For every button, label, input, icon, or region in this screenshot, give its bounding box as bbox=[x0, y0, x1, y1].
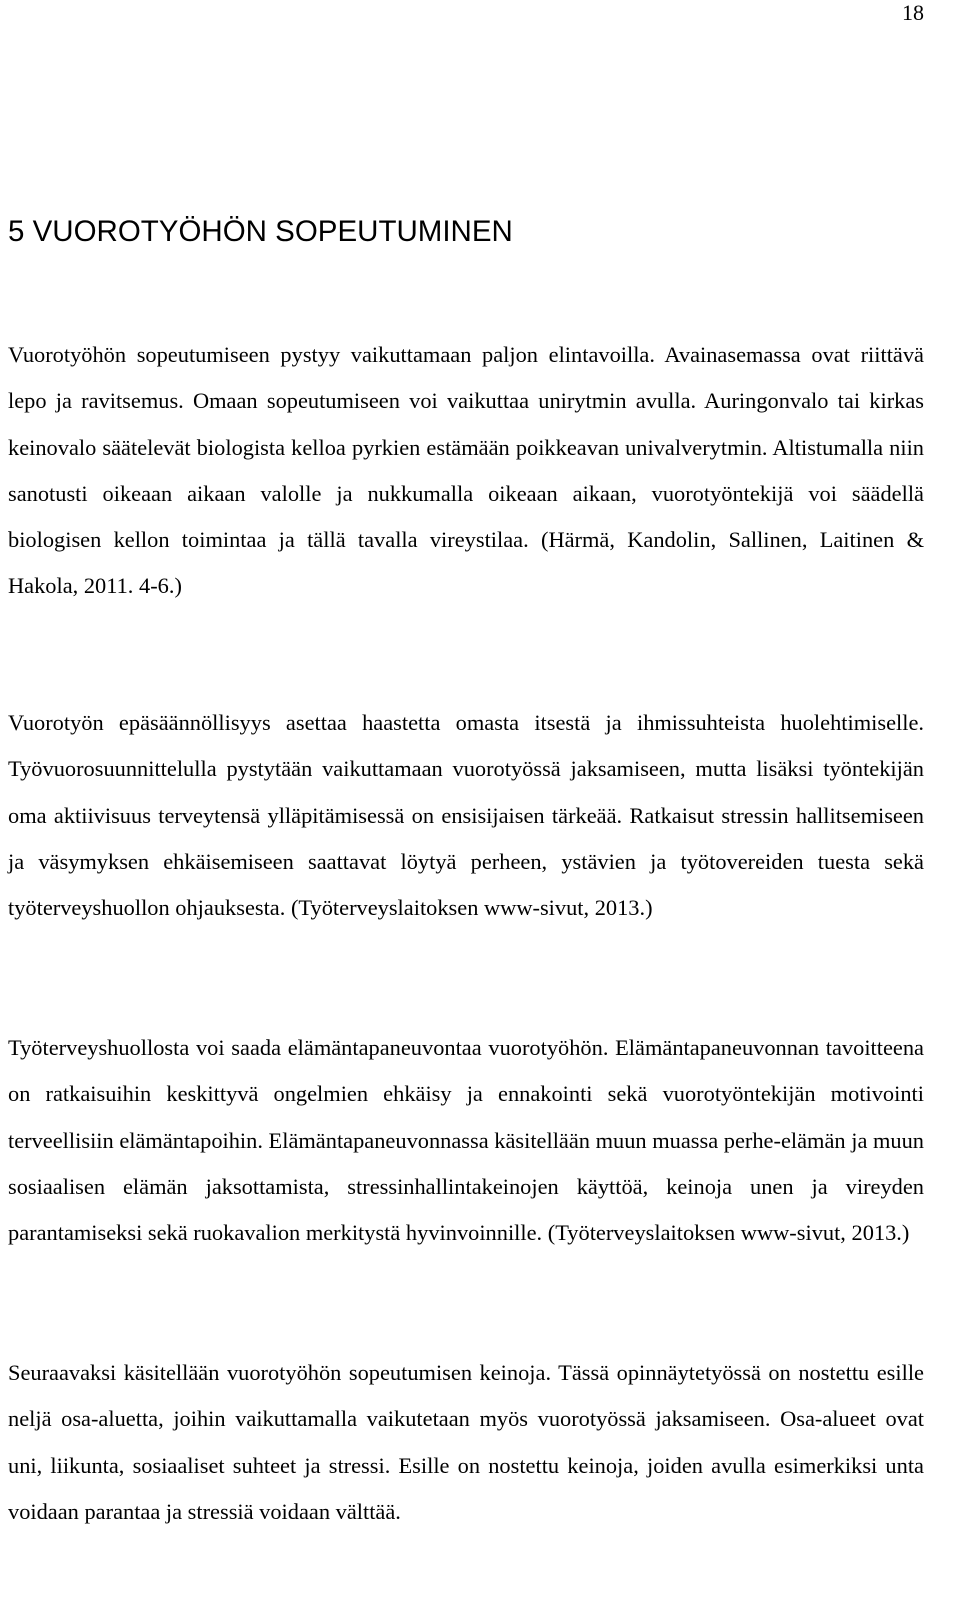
paragraph-adaptation-lifestyle: Vuorotyöhön sopeutumiseen pystyy vaikuttamaan paljon elintavoilla. Avainasemassa ovat riittävä lepo ja ravitsemus. Omaan sopeutumiseen voi vaikuttaa unirytmin avulla. Auringonvalo tai kirkas keinovalo säätelevät biologista kelloa pyrkien estämään poikkeavan univalverytmin. Altistumalla niin sanotusti oikeaan aikaan valolle ja nukkumalla oikeaan aikaan, vuorotyöntekijä voi säädellä biologisen kellon toimintaa ja tällä tavalla vireystilaa. (Härmä, Kandolin, Sallinen, Laitinen & Hakola, 2011. 4-6.) bbox=[8, 342, 924, 599]
paragraph-lifestyle-counselling: Työterveyshuollosta voi saada elämäntapaneuvontaa vuorotyöhön. Elämäntapaneuvonnan tavoitteena on ratkaisuihin keskittyvä ongelmien ehkäisy ja ennakointi sekä vuorotyöntekijän motivointi terveellisiin elämäntapoihin. Elämäntapaneuvonnassa käsitellään muun muassa perhe-elämän ja muun sosiaalisen elämän jaksottamista, stressinhallintakeinojen käyttöä, keinoja unen ja vireyden parantamiseksi sekä ruokavalion merkitystä hyvinvoinnille. (Työterveyslaitoksen www-sivut, 2013.) bbox=[8, 1035, 924, 1246]
paragraph-irregularity: Vuorotyön epäsäännöllisyys asettaa haastetta omasta itsestä ja ihmissuhteista huolehtimiselle. Työvuorosuunnittelulla pystytään vaikuttamaan vuorotyössä jaksamiseen, mutta lisäksi työntekijän oma aktiivisuus terveytensä ylläpitämisessä on ensisijaisen tärkeää. Ratkaisut stressin hallitsemiseen ja väsymyksen ehkäisemiseen saattavat löytyä perheen, ystävien ja työtovereiden tuesta sekä työterveyshuollon ohjauksesta. (Työterveyslaitoksen www-sivut, 2013.) bbox=[8, 710, 924, 921]
page-number: 18 bbox=[902, 0, 924, 25]
paragraph-next-section: Seuraavaksi käsitellään vuorotyöhön sopeutumisen keinoja. Tässä opinnäytetyössä on nostettu esille neljä osa-aluetta, joihin vaikuttamalla vaikutetaan myös vuorotyössä jaksamiseen. Osa-alueet ovat uni, liikunta, sosiaaliset suhteet ja stressi. Esille on nostettu keinoja, joiden avulla esimerkiksi unta voidaan parantaa ja stressiä voidaan välttää. bbox=[8, 1360, 924, 1524]
chapter-heading: 5 VUOROTYÖHÖN SOPEUTUMINEN bbox=[8, 215, 513, 248]
